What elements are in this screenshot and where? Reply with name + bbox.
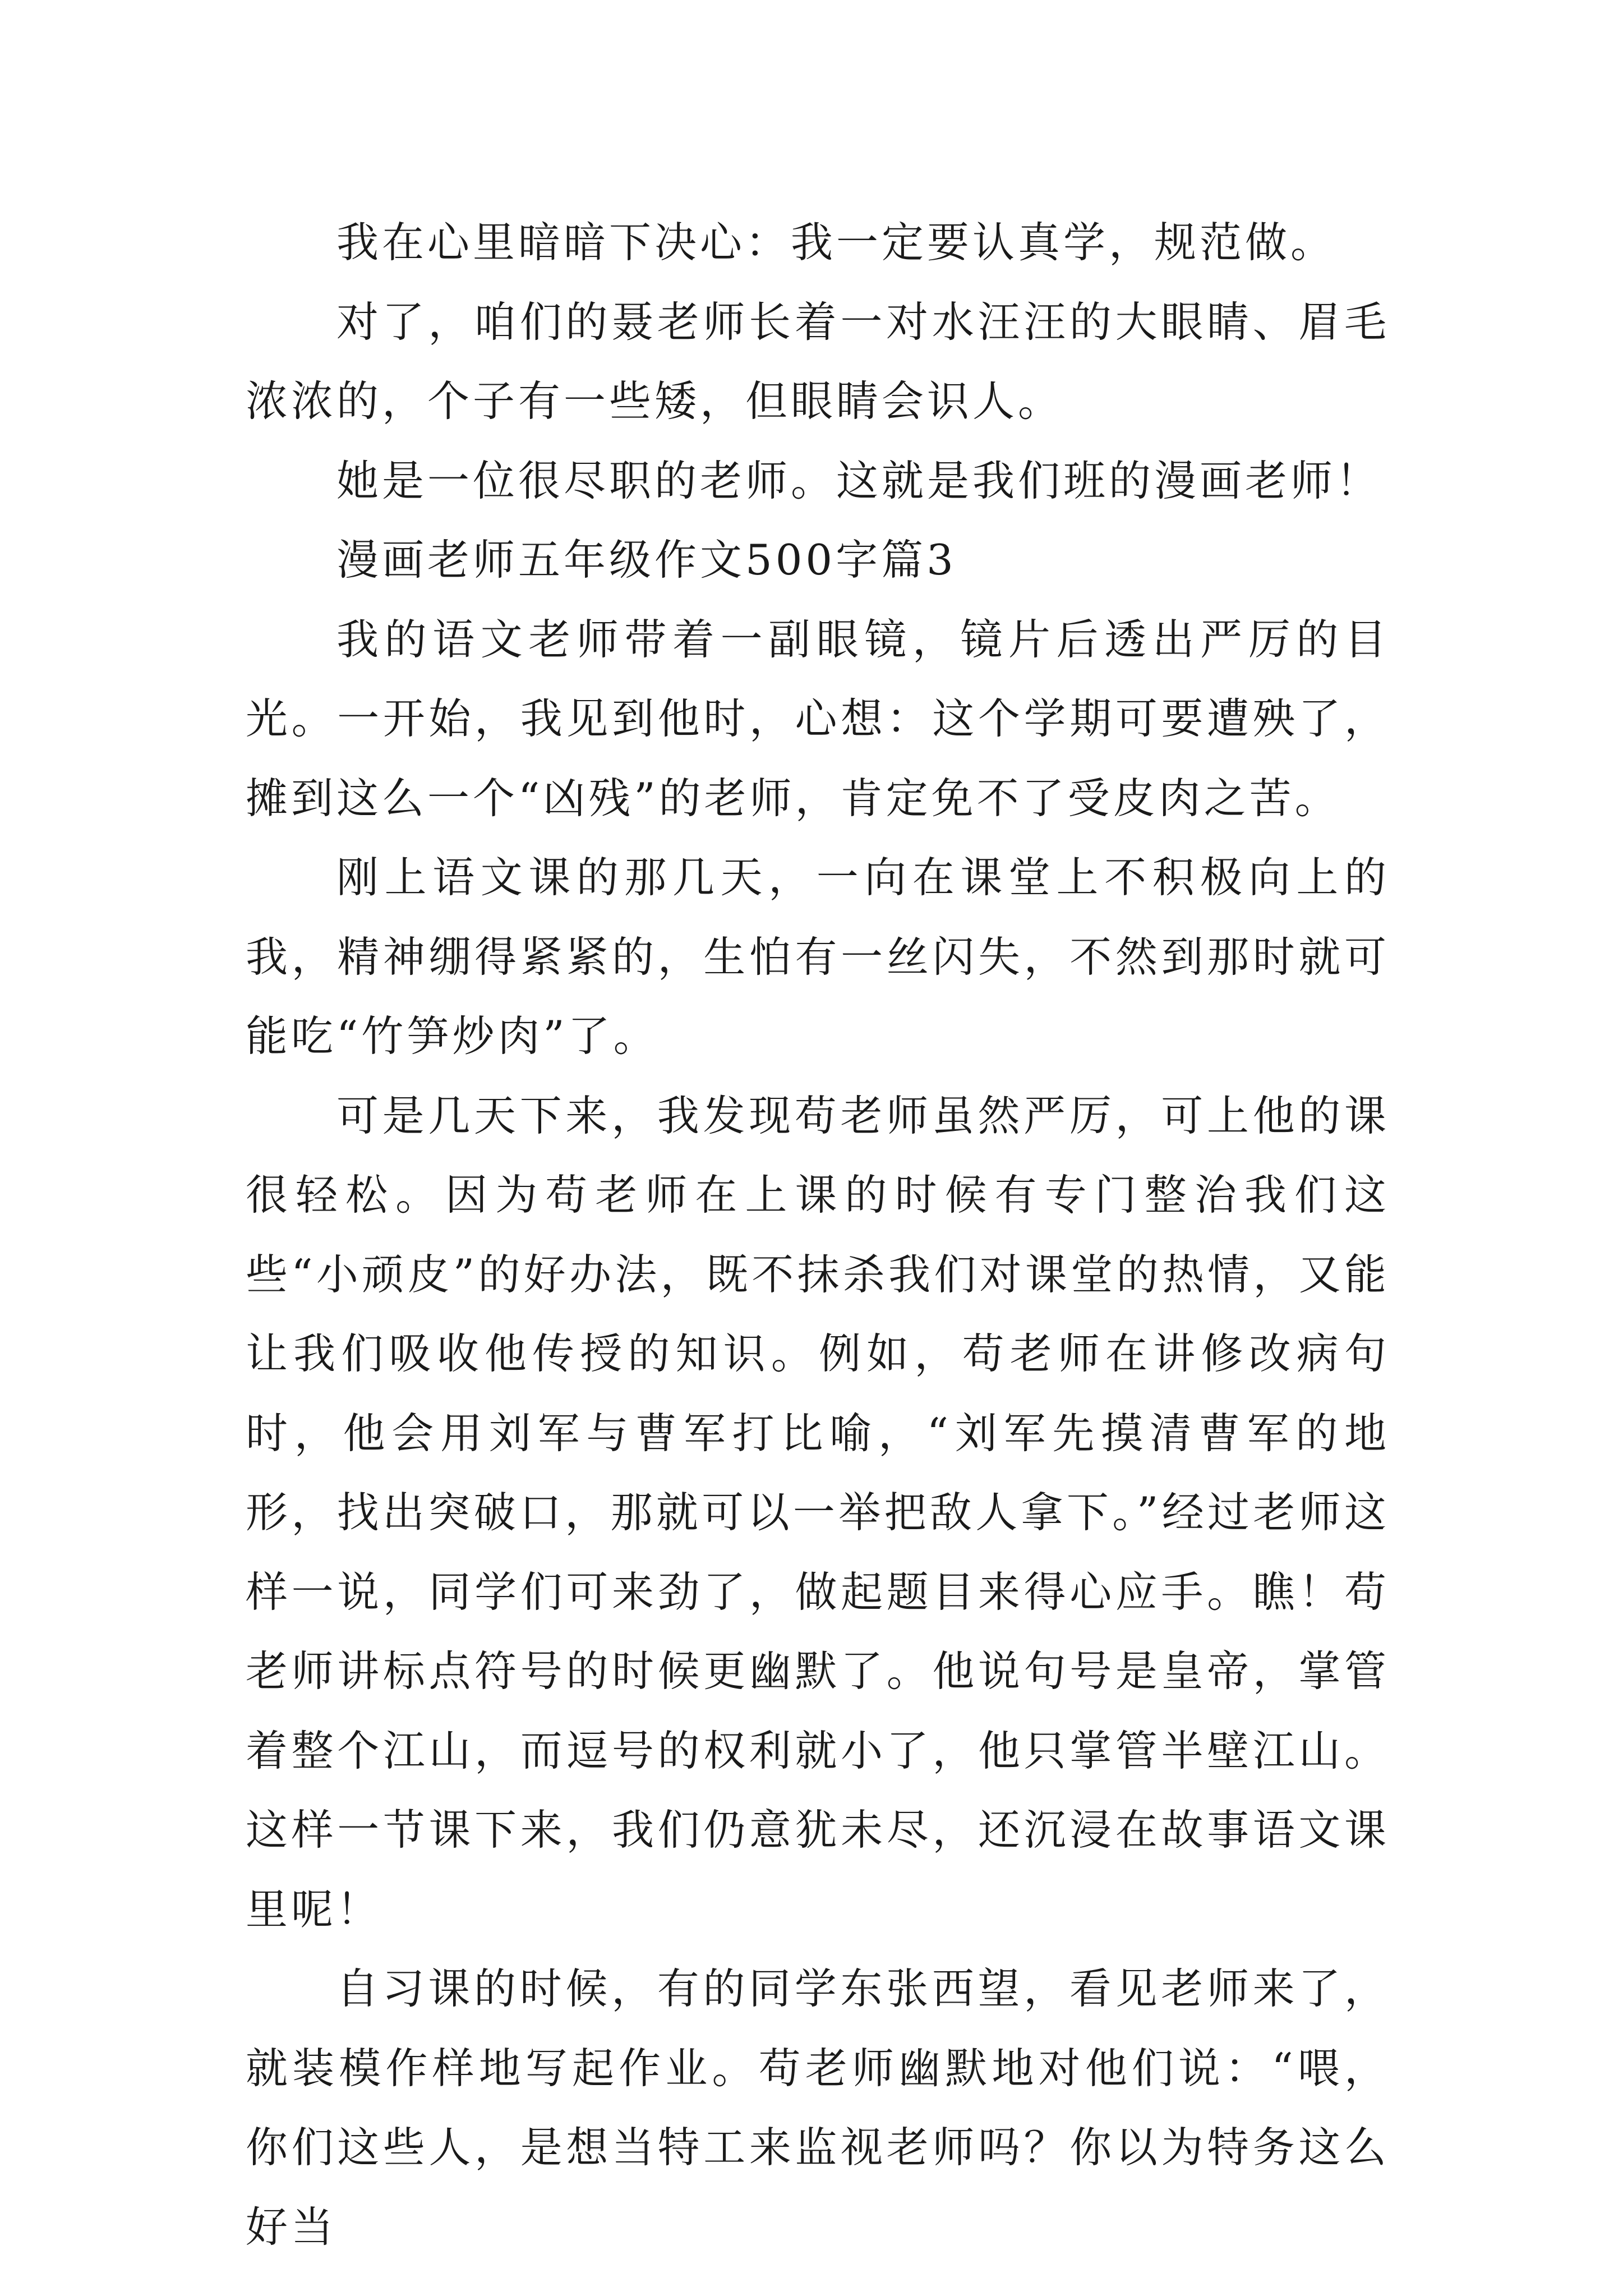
paragraph-chinese-teacher-intro: 我的语文老师带着一副眼镜，镜片后透出严厉的目光。一开始，我见到他时，心想：这个学期可要遭殃了，摊到这么一个“凶残”的老师，肯定免不了受皮肉之苦。 — [246, 614, 1390, 823]
paragraph-comic-teacher-summary: 她是一位很尽职的老师。这就是我们班的漫画老师！ — [336, 455, 1382, 505]
paragraph-humorous-lessons: 可是几天下来，我发现苟老师虽然严厉，可上他的课很轻松。因为苟老师在上课的时候有专门整治我们这些“小顽皮”的好办法，既不抹杀我们对课堂的热情，又能让我们吸收他传授的知识。例如，苟老师在讲修改病句时，他会用刘军与曹军打比喻，“刘军先摸清曹军的地形，找出突破口，那就可以一举把敌人拿下。”经过老师这样一说，同学们可来劲了，做起题目来得心应手。瞧！苟老师讲标点符号的时候更幽默了。他说句号是皇帝，掌管着整个江山，而逗号的权利就小了，他只掌管半壁江山。这样一节课下来，我们仍意犹未尽，还沉浸在故事语文课里呢！ — [246, 1091, 1390, 1934]
paragraph-teacher-nie-appearance: 对了，咱们的聂老师长着一对水汪汪的大眼睛、眉毛浓浓的，个子有一些矮，但眼睛会识人。 — [246, 297, 1390, 426]
paragraph-self-study: 自习课的时候，有的同学东张西望，看见老师来了，就装模作样地写起作业。苟老师幽默地对他们说：“喂，你们这些人，是想当特工来监视老师吗？你以为特务这么好当 — [246, 1964, 1390, 2252]
section-heading: 漫画老师五年级作文500字篇3 — [336, 535, 957, 585]
paragraph-first-days: 刚上语文课的那几天，一向在课堂上不积极向上的我，精神绷得紧紧的，生怕有一丝闪失，不然到那时就可能吃“竹笋炒肉”了。 — [246, 853, 1390, 1061]
paragraph-resolve: 我在心里暗暗下决心：我一定要认真学，规范做。 — [336, 218, 1336, 267]
essay-body — [246, 203, 1390, 2267]
